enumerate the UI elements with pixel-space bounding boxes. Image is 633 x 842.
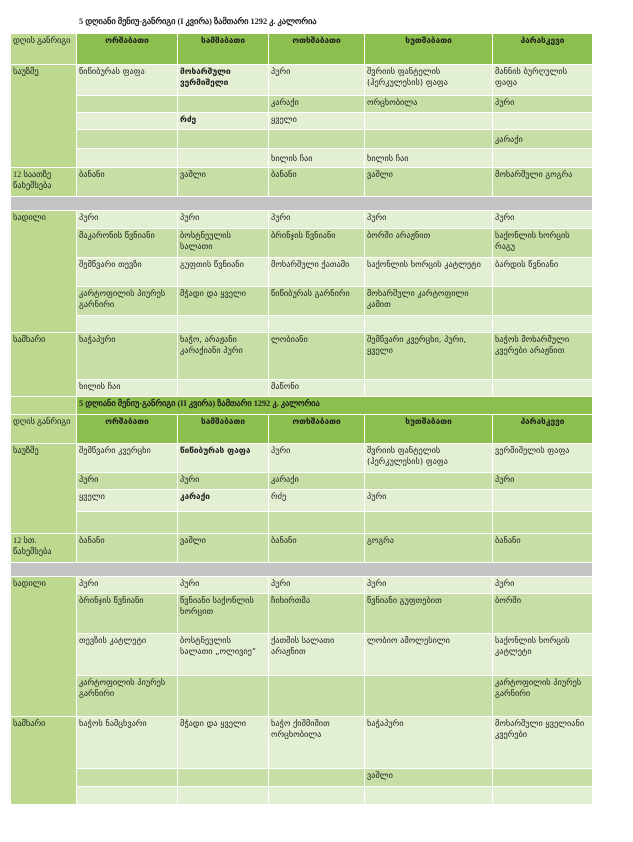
menu-cell	[269, 316, 365, 333]
day-header: სამშაბათი	[178, 34, 269, 65]
meal-label-lunch: სადილი	[11, 211, 77, 333]
menu-cell	[493, 787, 593, 805]
menu-cell: ბანანი	[77, 168, 178, 197]
menu-cell	[178, 130, 269, 149]
meal-label-snack: 12 საათზე წახემსება	[11, 168, 77, 197]
day-header: ოთხშაბათი	[269, 34, 365, 65]
day-header: ოთხშაბათი	[269, 415, 365, 444]
menu-cell	[77, 787, 178, 805]
menu-cell: ხაჭო, არაჟანი კარაქიანი პური	[178, 333, 269, 380]
menu-cell: ვაშლი	[365, 168, 493, 197]
menu-cell: ლობიო ამოლესილი	[365, 634, 493, 676]
menu-cell	[493, 149, 593, 168]
menu-cell: პური	[178, 211, 269, 229]
menu-cell: ბარდის წვნიანი	[493, 258, 593, 287]
menu-cell	[365, 380, 493, 397]
menu-cell: პური	[365, 577, 493, 594]
menu-cell: ბოსტნეულის სალათი „ოლივიე“	[178, 634, 269, 676]
menu-cell: ბრინჯის წვნიანი	[77, 594, 178, 634]
day-header: ორშაბათი	[77, 415, 178, 444]
menu-cell	[493, 287, 593, 316]
menu-cell: ბრინჯის წვნიანი	[269, 229, 365, 258]
menu-cell	[365, 676, 493, 717]
menu-cell: საქონლის ხორცის კატლეტი	[365, 258, 493, 287]
time-header: დღის განრიგი	[11, 415, 77, 444]
menu-cell: ლობიანი	[269, 333, 365, 380]
menu-cell: ვაშლი	[178, 534, 269, 563]
menu-cell	[493, 490, 593, 512]
menu-cell	[365, 130, 493, 149]
week1-header-row	[11, 34, 593, 65]
menu-cell: კარაქი	[493, 130, 593, 149]
section-divider	[11, 563, 593, 577]
menu-cell	[269, 787, 365, 805]
menu-cell	[493, 769, 593, 787]
menu-page	[10, 14, 592, 805]
menu-cell: პური	[269, 211, 365, 229]
week2-title: 5 დღიანი მენიუ-განრიგი (II კვირა) ზამთარი 1292 კ. კალორია	[77, 397, 593, 415]
menu-cell: პური	[269, 444, 365, 473]
menu-cell: გუფთის წვნიანი	[178, 258, 269, 287]
menu-cell	[269, 512, 365, 534]
menu-cell: კარტოფილის პიურეს გარნირი	[493, 676, 593, 717]
menu-cell: ხაჭაპური	[77, 333, 178, 380]
menu-cell	[77, 130, 178, 149]
menu-cell: გოგრა	[365, 534, 493, 563]
menu-cell: მოხარშული ვერმიშელი	[178, 65, 269, 96]
meal-label-dinner: სამხარი	[11, 333, 77, 397]
menu-cell: ბანანი	[77, 534, 178, 563]
menu-cell: ბოსტნეულის სალათი	[178, 229, 269, 258]
menu-cell	[77, 113, 178, 130]
menu-cell	[493, 380, 593, 397]
menu-cell	[178, 512, 269, 534]
menu-cell: ყველი	[269, 113, 365, 130]
meal-label-lunch: სადილი	[11, 577, 77, 717]
menu-cell: ვაშლი	[178, 168, 269, 197]
menu-cell: ხაჭოს მოხარშული კვერები არაჟნით	[493, 333, 593, 380]
menu-cell: პური	[77, 577, 178, 594]
menu-cell: ვაშლი	[365, 769, 493, 787]
menu-cell: რძე	[178, 113, 269, 130]
menu-cell	[269, 676, 365, 717]
menu-cell	[77, 96, 178, 113]
menu-cell: მოხარშული კარტოფილი კამით	[365, 287, 493, 316]
meal-label-dinner: სამხარი	[11, 717, 77, 805]
menu-cell: წიწიბურას ფაფა	[77, 65, 178, 96]
menu-cell	[365, 113, 493, 130]
menu-cell: მჭადი და ყველი	[178, 287, 269, 316]
menu-cell: პური	[493, 96, 593, 113]
menu-cell	[493, 316, 593, 333]
menu-cell: შვრიის ფანტელის (ჰერკულესის) ფაფა	[365, 444, 493, 473]
day-header: პარასკევი	[493, 415, 593, 444]
week2-header-row	[11, 415, 593, 444]
menu-cell	[77, 512, 178, 534]
menu-cell	[269, 769, 365, 787]
menu-cell	[493, 113, 593, 130]
menu-cell: პური	[493, 211, 593, 229]
meal-label-breakfast: საუზმე	[11, 65, 77, 168]
menu-cell: მოხარშული ყველიანი კვერები	[493, 717, 593, 769]
menu-cell: ბანანი	[493, 534, 593, 563]
menu-cell: ხაჭო ქიშმიშით ორცხობილა	[269, 717, 365, 769]
menu-cell: ქათმის სალათი არაჟნით	[269, 634, 365, 676]
menu-cell	[178, 787, 269, 805]
menu-cell: პური	[178, 577, 269, 594]
menu-cell: ბანანი	[269, 534, 365, 563]
menu-cell: კარტოფილის პიურეს გარნირი	[77, 287, 178, 316]
menu-cell	[178, 676, 269, 717]
menu-cell: ხილის ჩაი	[365, 149, 493, 168]
day-header: სამშაბათი	[178, 415, 269, 444]
menu-cell: კარტოფილის პიურეს გარნირი	[77, 676, 178, 717]
menu-cell: შემწვარი თევზი	[77, 258, 178, 287]
meal-label-breakfast: საუზმე	[11, 444, 77, 534]
menu-cell: საქონლის ხორცის რაგუ	[493, 229, 593, 258]
menu-cell: ბორში	[493, 594, 593, 634]
menu-cell	[77, 149, 178, 168]
menu-cell: მჭადი და ყველი	[178, 717, 269, 769]
meal-label-snack: 12 სთ. წახემსება	[11, 534, 77, 563]
menu-cell: პური	[269, 577, 365, 594]
menu-table	[10, 14, 593, 805]
menu-cell: მოხარშული გოგრა	[493, 168, 593, 197]
menu-cell: პური	[77, 473, 178, 490]
menu-cell: ხილის ჩაი	[269, 149, 365, 168]
menu-cell	[493, 512, 593, 534]
menu-cell: წვნიანი საქონლის ხორცით	[178, 594, 269, 634]
menu-cell: ბანანი	[269, 168, 365, 197]
menu-cell: წიწიბურას ფაფა	[178, 444, 269, 473]
menu-cell	[178, 149, 269, 168]
menu-cell: ორცხობილა	[365, 96, 493, 113]
menu-cell: კარაქი	[269, 96, 365, 113]
day-header: ხუთშაბათი	[365, 34, 493, 65]
menu-cell: პური	[493, 473, 593, 490]
menu-cell	[77, 316, 178, 333]
menu-cell: პური	[269, 65, 365, 96]
menu-cell: ბორში არაჟნით	[365, 229, 493, 258]
menu-cell: ხაჭაპური	[365, 717, 493, 769]
menu-cell	[77, 769, 178, 787]
menu-cell: ჩიხირთმა	[269, 594, 365, 634]
menu-cell: მანნის ბურღულის ფაფა	[493, 65, 593, 96]
menu-cell	[365, 473, 493, 490]
menu-cell: თევზის კატლეტი	[77, 634, 178, 676]
menu-cell: წვნიანი გუფთებით	[365, 594, 493, 634]
menu-cell: პური	[178, 473, 269, 490]
menu-cell: მაკარონის წვნიანი	[77, 229, 178, 258]
menu-cell	[178, 769, 269, 787]
menu-cell: კარაქი	[269, 473, 365, 490]
day-header: ორშაბათი	[77, 34, 178, 65]
menu-cell: პური	[77, 211, 178, 229]
menu-cell: მაწონი	[269, 380, 365, 397]
menu-cell: მოხარშული ქათამი	[269, 258, 365, 287]
menu-cell: წიწიბურას გარნირი	[269, 287, 365, 316]
menu-cell: პური	[365, 490, 493, 512]
menu-cell: პური	[493, 577, 593, 594]
menu-cell	[178, 96, 269, 113]
menu-cell: შემწვარი კვერცხი, პური, ყველი	[365, 333, 493, 380]
menu-cell	[178, 380, 269, 397]
menu-cell: ვერმიშელის ფაფა	[493, 444, 593, 473]
menu-cell: კარაქი	[178, 490, 269, 512]
menu-cell	[178, 316, 269, 333]
menu-cell: ხილის ჩაი	[77, 380, 178, 397]
menu-cell: ყველი	[77, 490, 178, 512]
menu-cell: ხაჭოს ნამცხვარი	[77, 717, 178, 769]
menu-cell	[269, 130, 365, 149]
menu-cell: საქონლის ხორცის კატლეტი	[493, 634, 593, 676]
day-header: პარასკევი	[493, 34, 593, 65]
week1-title: 5 დღიანი მენიუ-განრიგი (I კვირა) ზამთარი 1292 კ. კალორია	[77, 15, 593, 34]
day-header: ხუთშაბათი	[365, 415, 493, 444]
section-divider	[11, 197, 593, 211]
time-header: დღის განრიგი	[11, 34, 77, 65]
menu-cell	[365, 787, 493, 805]
menu-cell	[365, 512, 493, 534]
menu-cell	[365, 316, 493, 333]
menu-cell: შვრიის ფანტელის (ჰერკულესის) ფაფა	[365, 65, 493, 96]
menu-cell: შემწვარი კვერცხი	[77, 444, 178, 473]
menu-cell: პური	[365, 211, 493, 229]
menu-cell: რძე	[269, 490, 365, 512]
